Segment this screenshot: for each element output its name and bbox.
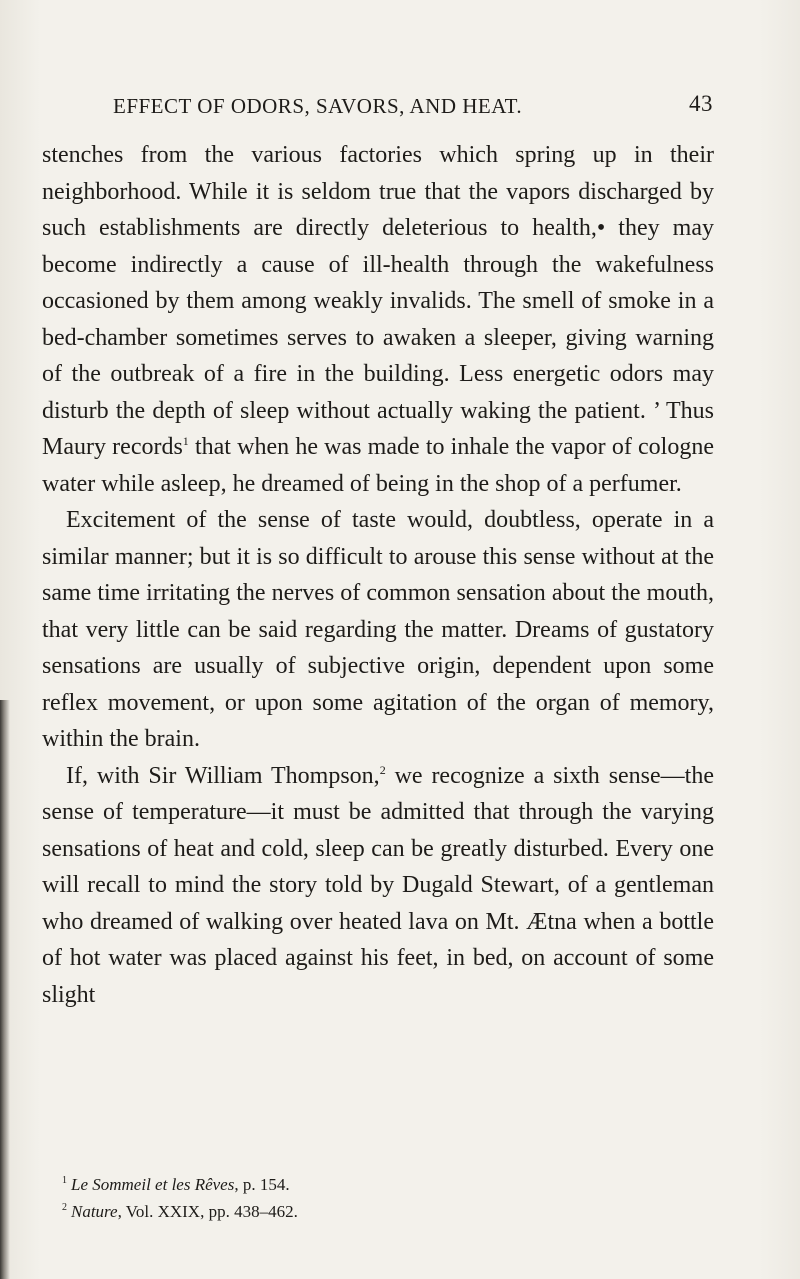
footnote-reference: 2 — [379, 762, 386, 777]
running-header — [113, 91, 713, 124]
page-number: 43 — [689, 91, 713, 116]
paragraph-text: Excitement of the sense of taste would, doubtless, operate in a similar manner; but it is so difficult to arouse this sense without at the same time irritating the nerves of common sensation about the mouth, that very little can be said regarding the matter. Dreams of gustatory sensations are usually of subjective origin, dependent upon some reflex movement, or upon some agitation of the organ of memory, within the brain. — [42, 507, 714, 752]
footnote-citation: , p. 154. — [234, 1175, 290, 1194]
footnote-mark: 2 — [62, 1202, 67, 1214]
footnote-source-title: Le Sommeil et les Rêves — [71, 1175, 235, 1194]
paragraph — [42, 137, 714, 502]
running-title: EFFECT OF ODORS, SAVORS, AND HEAT. — [113, 94, 523, 118]
footnote-reference: 1 — [182, 434, 189, 448]
body-text — [42, 137, 714, 1013]
paragraph-text: that when he was made to inhale the vapor of cologne water while asleep, he dreamed of being in the shop of a perfumer. — [42, 434, 714, 497]
footnote — [62, 1171, 714, 1198]
footnote — [62, 1198, 714, 1225]
paragraph — [42, 758, 714, 1014]
paragraph-text: we recognize a sixth sense—the sense of temperature—it must be admitted that through the varying sensations of heat and cold, sleep can be greatly disturbed. Every one will recall to mind the story told by Dugald Stewart, of a gentleman who dreamed of walking over heated lava on Mt. Ætna when a bottle of hot water was placed against his feet, in bed, on account of some slight — [42, 762, 714, 1008]
paragraph-text: stenches from the various factories which spring up in their neighborhood. While it is seldom true that the vapors discharged by such establishments are directly deleterious to health,• they may become indirectly a cause of ill-health through the wakefulness occasioned by them among weakly invalids. The smell of smoke in a bed-chamber sometimes serves to awaken a sleeper, giving warning of the outbreak of a fire in the building. Less energetic odors may disturb the depth of sleep without actually waking the patient. ’ Thus Maury records — [42, 142, 714, 460]
footnote-source-title: Nature — [71, 1202, 118, 1221]
footnotes — [62, 1171, 714, 1225]
paragraph-text: If, with Sir William Thompson, — [66, 762, 380, 789]
footnote-citation: , Vol. XXIX, pp. 438–462. — [117, 1202, 298, 1221]
paragraph — [42, 502, 714, 758]
page-edge-shadow — [0, 700, 10, 1279]
footnote-mark: 1 — [62, 1175, 67, 1187]
